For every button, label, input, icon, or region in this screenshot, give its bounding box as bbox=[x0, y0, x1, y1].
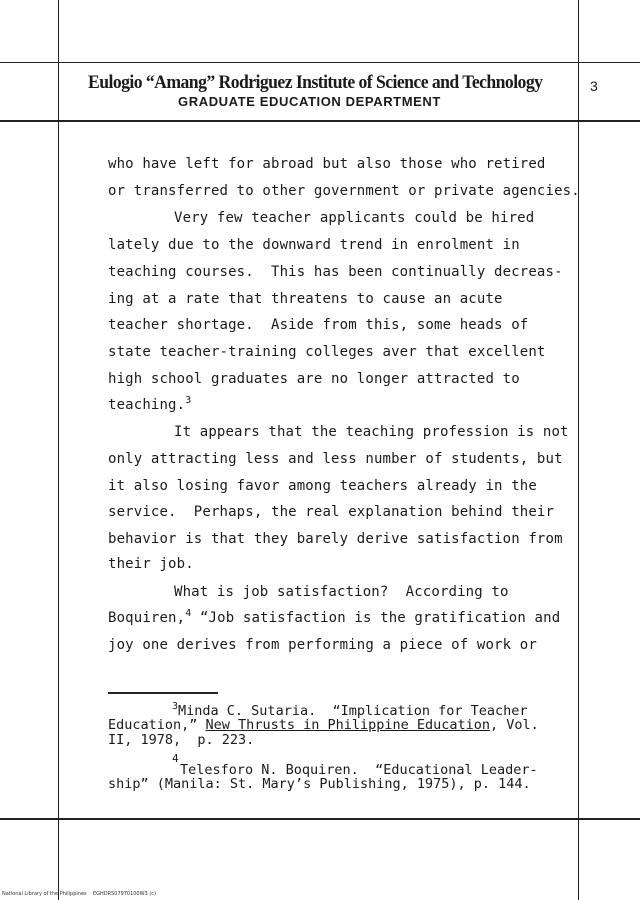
header-bottom-rule bbox=[0, 120, 640, 122]
footnote-marker: 4 bbox=[185, 608, 192, 619]
body-line: who have left for abroad but also those who retired bbox=[108, 156, 546, 172]
body-line: teaching courses. This has been continually decreas- bbox=[108, 264, 563, 280]
department-name: GRADUATE EDUCATION DEPARTMENT bbox=[178, 94, 441, 109]
footnote-3-line-3: II, 1978, p. 223. bbox=[108, 732, 255, 748]
body-line: it also losing favor among teachers already in the bbox=[108, 478, 537, 494]
footnote-text: , Vol. bbox=[490, 717, 539, 733]
body-line: high school graduates are no longer attracted to bbox=[108, 371, 520, 387]
body-line: or transferred to other government or private agencies. bbox=[108, 183, 580, 199]
body-line: only attracting less and less number of students, but bbox=[108, 451, 563, 467]
microfilm-label: National Library of the Philippines EGHDRS079T0100W3 (c) bbox=[2, 891, 156, 897]
body-line: lately due to the downward trend in enrolment in bbox=[108, 237, 520, 253]
footnote-number: 3 bbox=[172, 701, 179, 712]
footnote-source-title: New Thrusts in Philippine Education bbox=[205, 717, 491, 733]
body-line: It appears that the teaching profession is not bbox=[174, 424, 569, 440]
page-number: 3 bbox=[590, 78, 598, 94]
footnote-4-line-2: ship” (Manila: St. Mary’s Publishing, 1975), p. 144. bbox=[108, 776, 531, 792]
left-margin-rule bbox=[58, 0, 59, 900]
body-line: state teacher-training colleges aver that excellent bbox=[108, 344, 546, 360]
institution-name: Eulogio “Amang” Rodriguez Institute of Science and Technology bbox=[88, 72, 543, 93]
body-line: joy one derives from performing a piece of work or bbox=[108, 637, 537, 653]
body-line: What is job satisfaction? According to bbox=[174, 584, 509, 600]
footnote-4-line-1: Telesforo N. Boquiren. “Educational Leader- bbox=[180, 762, 538, 778]
body-line bbox=[108, 395, 192, 413]
body-line: ing at a rate that threatens to cause an acute bbox=[108, 291, 503, 307]
footnote-4-number: 4 bbox=[172, 752, 179, 765]
body-line-text: teaching. bbox=[108, 397, 186, 413]
right-margin-rule bbox=[578, 0, 579, 900]
body-line-text: Boquiren, bbox=[108, 610, 186, 626]
body-line: teacher shortage. Aside from this, some heads of bbox=[108, 317, 529, 333]
body-line: behavior is that they barely derive satisfaction from bbox=[108, 531, 563, 547]
body-line: Very few teacher applicants could be hired bbox=[174, 210, 535, 226]
footnote-separator bbox=[108, 692, 218, 694]
footnote-marker: 3 bbox=[185, 395, 192, 406]
footnote-text: Education,” bbox=[108, 717, 206, 733]
footer-rule bbox=[0, 818, 640, 820]
footnote-text: Minda C. Sutaria. “Implication for Teacher bbox=[178, 703, 528, 719]
body-line: service. Perhaps, the real explanation behind their bbox=[108, 504, 555, 520]
body-line-text: “Job satisfaction is the gratification and bbox=[191, 610, 561, 626]
footnote-3-line-2 bbox=[108, 718, 539, 732]
header-top-rule bbox=[0, 62, 640, 63]
body-line: their job. bbox=[108, 556, 194, 572]
footnote-3-line-1 bbox=[172, 701, 528, 719]
body-line bbox=[108, 608, 561, 626]
